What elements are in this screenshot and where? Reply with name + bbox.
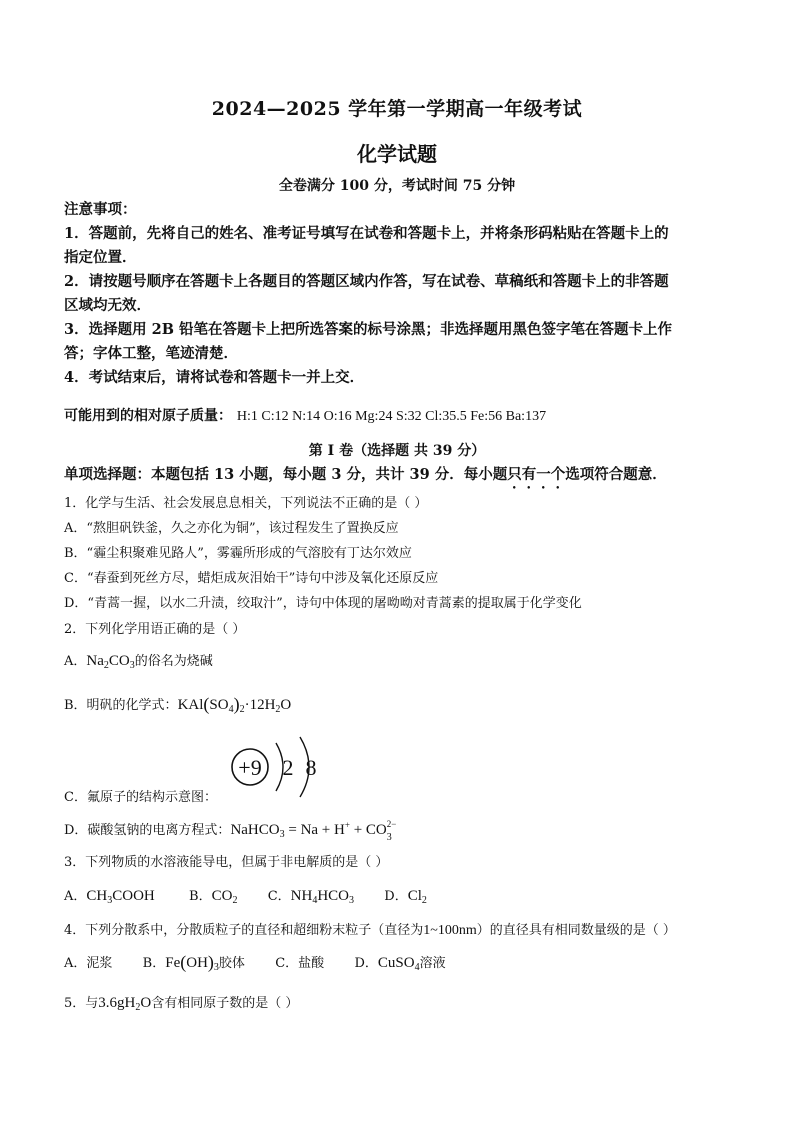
q1-option-c: C．“春蚕到死丝方尽，蜡炬成灰泪始干”诗句中涉及氧化还原反应 [64,571,439,586]
formula-na2co3: $Na_2CO_3$ [86,653,135,671]
q2-option-a: A．$Na_2CO_3$的俗名为烧碱 [64,653,213,671]
note-line: 4．考试结束后，请将试卷和答题卡一并上交． [64,369,365,386]
formula-feoh3: $Fe(OH)_3$ [165,952,219,973]
intro-emphasis: 只有一个 [507,466,566,483]
atomic-masses [64,405,744,425]
atomic-masses-label: 可能用到的相对原子质量： [64,408,232,424]
q1-option-d: D．“青蒿一握，以水二升渍，绞取汁”，诗句中体现的屠呦呦对青蒿素的提取属于化学变化 [64,596,582,611]
q1-option-b: B．“霾尘积聚难见路人”，雾霾所形成的气溶胶有丁达尔效应 [64,546,412,561]
subject-title: 化学试题 [357,142,437,166]
q1-stem: 1．化学与生活、社会发展息息相关，下列说法不正确的是（ ） [64,496,428,511]
q2-option-c: C．氟原子的结构示意图： [64,790,217,805]
nucleus-charge: +9 [238,755,262,780]
formula-co2: $CO_2$ [211,888,238,906]
shell1-electrons: 2 [282,755,294,780]
note-line: 区域均无效． [64,297,151,314]
atomic-masses-values: H:1 C:12 N:14 O:16 Mg:24 S:32 Cl:35.5 Fe:56 Ba:137 [236,409,547,424]
note-line: 指定位置． [64,249,137,266]
q3-stem: 3．下列物质的水溶液能导电，但属于非电解质的是（ ） [64,855,389,870]
formula-3.6g-h2o: $3.6gH_2O$ [98,995,152,1013]
exam-info: 全卷满分 100 分，考试时间 75 分钟 [278,178,516,194]
q4-options: A．泥浆 B．$Fe(OH)_3$胶体 C．盐酸 D．CuSO$_4$溶液 [64,952,446,973]
intro-text-end: 选项符合题意． [565,466,667,483]
notes-heading: 注意事项： [64,201,137,218]
q1-option-a: A．“熬胆矾铁釜，久之亦化为铜”，该过程发生了置换反应 [64,521,399,536]
section-title: 第 I 卷（选择题 共 39 分） [308,443,486,459]
note-line: 1．答题前，先将自己的姓名、准考证号填写在试卷和答题卡上，并将条形码粘贴在答题卡上的 [64,225,669,242]
exam-title: 2024—2025 学年第一学期高一年级考试 [211,98,583,120]
formula-alum: $KAl(SO_4)_2\cdot 12H_2O$ [177,694,292,715]
formula-ch3cooh: $CH_3COOH$ [86,888,155,906]
shell2-electrons: 8 [305,755,317,780]
formula-nh4hco3: $NH_4HCO_3$ [290,888,355,906]
note-line: 3．选择题用 2B 铅笔在答题卡上把所选答案的标号涂黑；非选择题用黑色签字笔在答题卡上作 [64,321,673,338]
formula-cl2: $Cl_2$ [407,888,427,906]
section-intro [64,463,744,492]
notes-section [64,198,744,390]
q3-options: A．$CH_3COOH$ B．$CO_2$ C．$NH_4HCO_3$ D．$Cl_2$ [64,888,427,906]
q5-stem: 5．与$3.6gH_2O$含有相同原子数的是（ ） [64,995,299,1013]
q2-option-d: D．碳酸氢钠的电离方程式：NaHCO$_3$ = Na + H+ + CO 2− 3 [64,821,754,840]
formula-cuso4: CuSO$_4$ [377,955,420,973]
equation-nahco3: NaHCO$_3$ = Na + H+ + CO 2− 3 [230,819,397,843]
note-line: 答；字体工整，笔迹清楚． [64,345,238,362]
q2-option-b: B．明矾的化学式：$KAl(SO_4)_2\cdot 12H_2O$ [64,694,292,715]
note-line: 2．请按题号顺序在答题卡上各题目的答题区域内作答，写在试卷、草稿纸和答题卡上的非答题 [64,273,669,290]
q2-stem: 2．下列化学用语正确的是（ ） [64,622,246,637]
q4-stem: 4．下列分散系中，分散质粒子的直径和超细粉末粒子（直径为1~100nm）的直径具有相同数量级的是（ ） [64,923,676,938]
fluorine-atom-diagram [226,731,326,803]
intro-text: 单项选择题：本题包括 13 小题，每小题 3 分，共计 39 分．每小题 [64,466,508,483]
